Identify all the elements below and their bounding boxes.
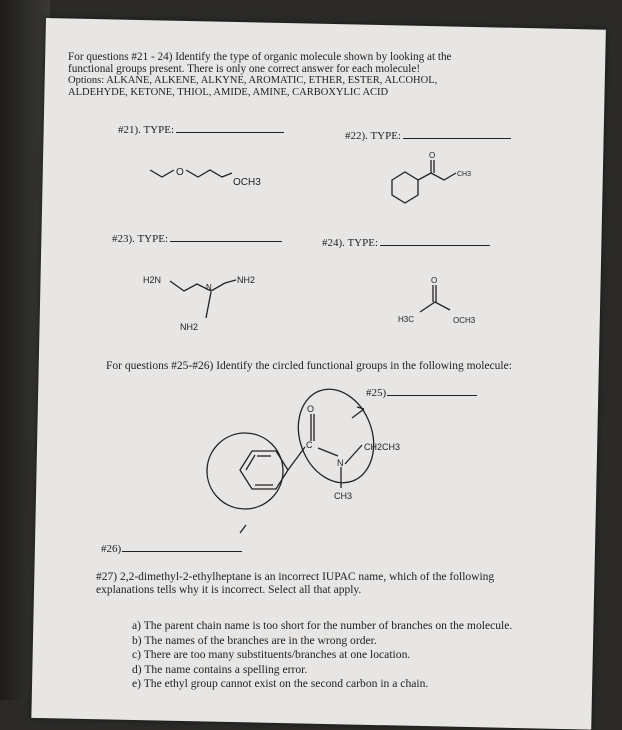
question-21-label: #21). TYPE: xyxy=(118,124,284,136)
mol-o-label: O xyxy=(307,404,315,414)
mol-c-label: C xyxy=(306,440,313,450)
intro-line-2: functional groups present. There is only one correct answer for each molecule! xyxy=(68,62,421,75)
choice-b[interactable]: b) The names of the branches are in the wrong order. xyxy=(132,633,377,647)
m21-och3-label: OCH3 xyxy=(233,177,261,188)
molecule-25-26 xyxy=(207,379,386,533)
m23-h2n-label: H2N xyxy=(143,275,162,285)
question-27-text xyxy=(96,571,494,597)
m22-ch3-label: CH3 xyxy=(457,171,472,178)
m22-o-label: O xyxy=(429,151,436,160)
intro-line-1: For questions #21 - 24) Identify the type of organic molecule shown by looking at the xyxy=(68,51,452,63)
m23-nh2-bottom-label: NH2 xyxy=(180,322,199,332)
m24-och3-label: OCH3 xyxy=(453,316,476,325)
mol-n-label: N xyxy=(337,458,344,468)
question-23-label: #23). TYPE: xyxy=(112,233,282,245)
choice-c[interactable]: c) There are too many substituents/branches at one location. xyxy=(132,648,411,661)
question-26-label: #26) xyxy=(101,543,242,555)
q27-line-2: explanations tells why it is incorrect. Select all that apply. xyxy=(96,584,362,596)
m23-nh2-right-label: NH2 xyxy=(237,275,256,285)
q27-choices xyxy=(132,619,512,692)
molecule-24-ester xyxy=(420,285,450,312)
question-24-label: #24). TYPE: xyxy=(322,237,490,249)
m23-n-label: N xyxy=(206,283,212,292)
molecule-23-amine xyxy=(170,280,236,318)
m21-o-label: O xyxy=(176,167,184,178)
answer-line-26[interactable] xyxy=(122,550,242,552)
molecule-22-ketone xyxy=(392,160,456,203)
m24-o-label: O xyxy=(431,276,438,285)
intro-options-line-2: ALDEHYDE, KETONE, THIOL, AMIDE, AMINE, CARBOXYLIC ACID xyxy=(68,86,389,98)
choice-a[interactable]: a) The parent chain name is too short for the number of branches on the molecule. xyxy=(132,619,513,632)
question-25-label: #25) xyxy=(366,387,477,399)
m24-h3c-label: H3C xyxy=(398,315,415,324)
section-25-26-prompt: For questions #25-#26) Identify the circled functional groups in the following molecule: xyxy=(106,360,512,372)
mol-ch2ch3-label: CH2CH3 xyxy=(364,442,401,452)
intro-options-line: Options: ALKANE, ALKENE, ALKYNE, AROMATIC, ETHER, ESTER, ALCOHOL, xyxy=(68,75,438,86)
choice-e[interactable]: e) The ethyl group cannot exist on the second carbon in a chain. xyxy=(132,677,429,690)
answer-line-25[interactable] xyxy=(387,394,477,396)
q27-line-1: #27) 2,2-dimethyl-2-ethylheptane is an incorrect IUPAC name, which of the following xyxy=(96,571,495,583)
mol-ch3-label: CH3 xyxy=(334,491,353,501)
molecule-21-ether xyxy=(150,170,232,177)
question-22-label: #22). TYPE: xyxy=(345,130,511,142)
choice-d[interactable]: d) The name contains a spelling error. xyxy=(132,662,308,676)
